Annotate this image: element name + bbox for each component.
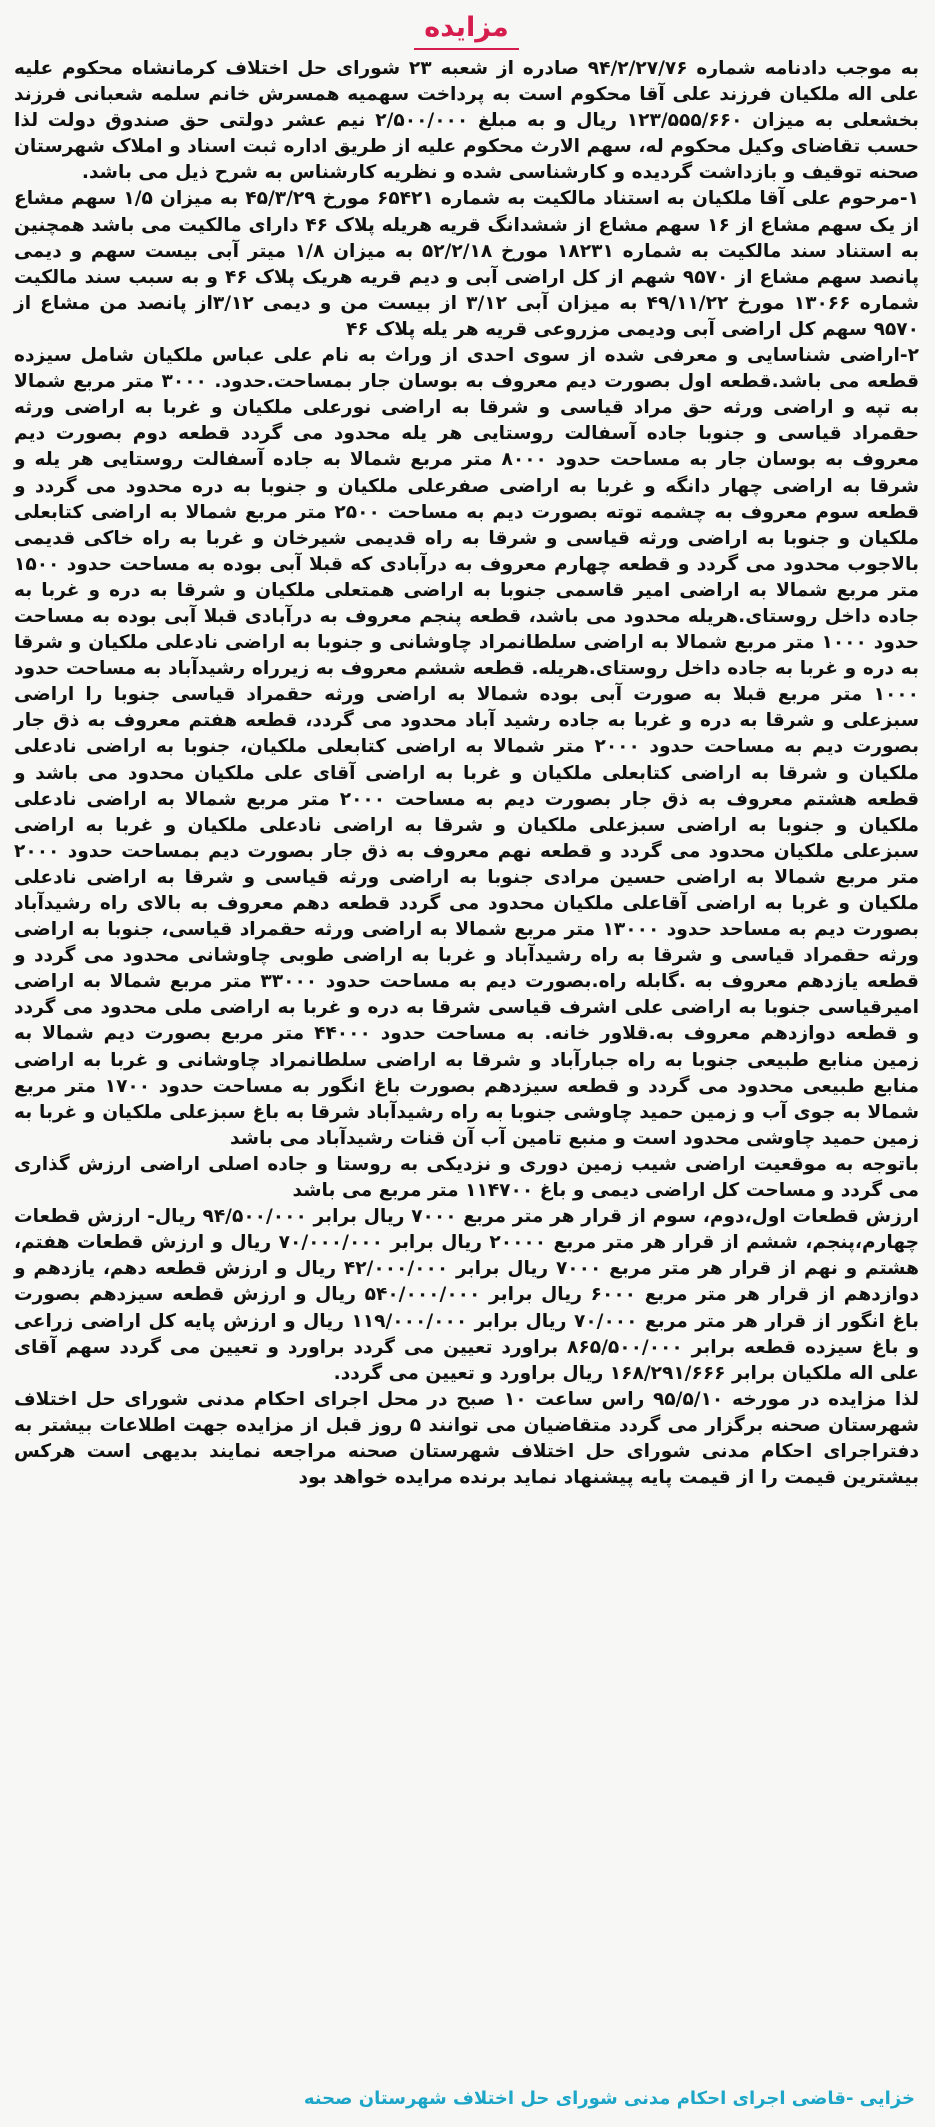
title-area (14, 10, 919, 56)
notice-body (14, 56, 919, 1491)
auction-date-paragraph: لذا مزایده در مورخه ۹۵/۵/۱۰ راس ساعت ۱۰ صبح در محل اجرای احکام مدنی شورای حل اختلاف شهرستان صحنه برگزار می گردد متقاضیان می توانند ۵ روز قبل از مزایده جهت اطلاعات بیشتر به دفتراجرای احکام مدنی شورای حل اختلاف شهرستان صحنه مراجعه نمایند بدیهی است هرکس بیشترین قیمت را از قیمت پایه پیشنهاد نماید برنده مرایده خواهد بود (14, 1388, 919, 1489)
valuation-basis-paragraph: باتوجه به موقعیت اراضی شیب زمین دوری و نزدیکی به روستا و جاده اصلی اراضی ارزش گذاری می گردد و مساحت کل اراضی دیمی و باغ ۱۱۴۷۰۰ متر مربع می باشد (14, 1153, 919, 1202)
notice-title: مزایده (414, 10, 518, 50)
parcels-paragraph: ۲-اراضی شناسایی و معرفی شده از سوی احدی از وراث به نام علی عباس ملکیان شامل سیزده قطعه می باشد.قطعه اول بصورت دیم معروف به بوسان جار بمساحت.حدود. ۳۰۰۰ متر مربع شمالا به تپه و اراضی ورثه حق مراد قیاسی و شرقا به اراضی نورعلی ملکیان و غربا به اراضی ورثه حقمراد قیاسی و جنوبا جاده آسفالت روستایی هر یله محدود می گردد قطعه دوم بصورت دیم معروف به بوسان جار به مساحت حدود ۸۰۰۰ متر مربع شمالا به جاده آسفالت روستایی هر یله و شرقا به اراضی چهار دانگه و غربا به اراضی صفرعلی ملکیان و جنوبا به دره محدود می گردد و قطعه سوم معروف به چشمه توته بصورت دیم به مساحت ۲۵۰۰ متر مربع شمالا به اراضی کتابعلی ملکیان و جنوبا به اراضی ورثه قیاسی و شرقا به راه قدیمی شیرخان و غربا به راه خاکی قدیمی بالاجوب محدود می گردد و قطعه چهارم معروف به درآبادی که قبلا آبی بوده به مساحت حدود ۱۵۰۰ متر مربع شمالا به اراضی امیر قاسمی جنوبا به اراضی همتعلی ملکیان و شرقا به دره و غربا به جاده داخل روستای.هریله محدود می باشد، قطعه پنجم معروف به درآبادی قبلا آبی بوده به مساحت حدود ۱۰۰۰ متر مربع شمالا به اراضی سلطانمراد چاوشانی و جنوبا به اراضی نادعلی ملکیان و شرقا به دره و غربا به جاده داخل روستای.هریله. قطعه ششم معروف به زیرراه رشیدآباد به مساحت حدود ۱۰۰۰ متر مربع قبلا به صورت آبی بوده شمالا به اراضی ورثه حقمراد قیاسی جنوبا را اراضی سبزعلی و شرقا به دره و غربا به جاده رشید آباد محدود می گردد، قطعه هفتم معروف به ذق جار بصورت دیم به مساحت حدود ۲۰۰۰ متر شمالا به اراضی کتابعلی ملکیان، جنوبا به اراضی نادعلی ملکیان و شرقا به اراضی کتابعلی ملکیان و غربا به اراضی آقای علی ملکیان محدود می باشد و قطعه هشتم معروف به ذق جار بصورت دیم به مساحت ۲۰۰۰ متر مربع شمالا به اراضی نادعلی ملکیان و جنوبا به اراضی سبزعلی ملکیان و شرقا به اراضی نادعلی ملکیان و غربا به اراضی سبزعلی ملکیان محدود می گردد و قطعه نهم معروف به ذق جار بصورت دیم بمساحت حدود ۲۰۰۰ متر مربع شمالا به اراضی حسین مرادی جنوبا به اراضی ورثه قیاسی و شرقا به اراضی نادعلی ملکیان و غربا به اراضی آقاعلی ملکیان محدود می گردد قطعه دهم معروف به بالای راه رشیدآباد بصورت دیم به مساحد حدود ۱۳۰۰۰ متر مربع شمالا به اراضی ورثه حقمراد قیاسی، جنوبا به اراضی ورثه حقمراد قیاسی و شرقا به راه رشیدآباد و غربا به اراضی طوبی چاوشانی محدود می گردد و قطعه یازدهم معروف به .گابله راه.بصورت دیم به مساحت حدود ۳۳۰۰۰ متر مربع شمالا به اراضی امیرقیاسی جنوبا به اراضی علی اشرف قیاسی شرقا به دره و غربا به اراضی ملی محدود می گردد و قطعه دوازدهم معروف به.قلاور خانه. به مساحت حدود ۴۴۰۰۰ متر مربع بصورت دیم شمالا به زمین منابع طبیعی جنوبا به راه جبارآباد و شرقا به اراضی سلطانمراد چاوشانی و غربا به اراضی منابع طبیعی محدود می گردد و قطعه سیزدهم بصورت باغ انگور به مساحت حدود ۱۷۰۰ متر مربع شمالا به جوی آب و زمین حمید چاوشی جنوبا به راه رشیدآباد شرقا به باغ سبزعلی ملکیان و غربا به زمین حمید چاوشی محدود است و منبع تامین آب آن قنات رشیدآباد می باشد (14, 345, 920, 1149)
valuation-paragraph: ارزش قطعات اول،دوم، سوم از قرار هر متر مربع ۷۰۰۰ ریال برابر ۹۴/۵۰۰/۰۰۰ ریال- ارزش قطعات چهارم،پنجم، ششم از قرار هر متر مربع ۲۰۰۰۰ ریال برابر ۷۰/۰۰۰/۰۰۰ ریال و ارزش قطعات هفتم، هشتم و نهم از قرار هر متر مربع ۷۰۰۰ ریال برابر ۴۲/۰۰۰/۰۰۰ ریال و ارزش قطعه دهم، یازدهم و دوازدهم از قرار هر متر مربع ۶۰۰۰ ریال برابر ۵۴۰/۰۰۰/۰۰۰ ریال و ارزش قطعه سیزدهم بصورت باغ انگور از قرار هر متر مربع ۷۰/۰۰۰ ریال برابر ۱۱۹/۰۰۰/۰۰۰ ریال و ارزش پایه کل اراضی زراعی و باغ سیزده قطعه برابر ۸۶۵/۵۰۰/۰۰۰ براورد تعیین می گردد براورد و تعیین می گردد سهم آقای علی اله ملکیان برابر ۱۶۸/۲۹۱/۶۶۶ ریال براورد و تعیین می گردد. (14, 1206, 919, 1384)
ownership-paragraph: ۱-مرحوم علی آقا ملکیان به استناد مالکیت به شماره ۶۵۴۲۱ مورخ ۴۵/۳/۲۹ به میزان ۱/۵ سهم مشاع از یک سهم مشاع از ۱۶ سهم مشاع از ششدانگ قریه هریله پلاک ۴۶ دارای مالکیت می باشد همچنین به استناد سند مالکیت به شماره ۱۸۲۳۱ مورخ ۵۲/۲/۱۸ به میزان ۱/۸ میتر آبی بیست سهم و دیمی پانصد سهم مشاع از ۹۵۷۰ شهم از کل اراضی آبی و دیم قریه هریک پلاک ۴۶ و به سبب سند مالکیت شماره ۱۳۰۶۶ مورخ ۴۹/۱۱/۲۲ به میزان آبی ۳/۱۲ از بیست من و دیمی ۳/۱۲از پانصد من مشاع از ۹۵۷۰ سهم کل اراضی آبی ودیمی مزروعی قریه هر یله پلاک ۴۶ (14, 188, 920, 340)
signature-line: خزایی -قاضی اجرای احکام مدنی شورای حل اختلاف شهرستان صحنه (303, 2088, 915, 2109)
intro-paragraph: به موجب دادنامه شماره ۹۴/۲/۲۷/۷۶ صادره از شعبه ۲۳ شورای حل اختلاف کرمانشاه محکوم علیه علی اله ملکیان فرزند علی آقا محکوم است به پرداخت سهمیه همسرش خانم سلمه شعبانی فرزند بخشعلی به میزان ۱۲۳/۵۵۵/۶۶۰ ریال و به مبلغ ۲/۵۰۰/۰۰۰ نیم عشر دولتی حق صندوق دولت لذا حسب تقاضای وکیل محکوم له، سهم الارث محکوم علیه از طریق اداره ثبت اسناد و املاک شهرستان صحنه توقیف و بازداشت گردیده و کارشناسی شده و نظریه کارشناس به شرح ذیل می باشد. (14, 58, 919, 184)
